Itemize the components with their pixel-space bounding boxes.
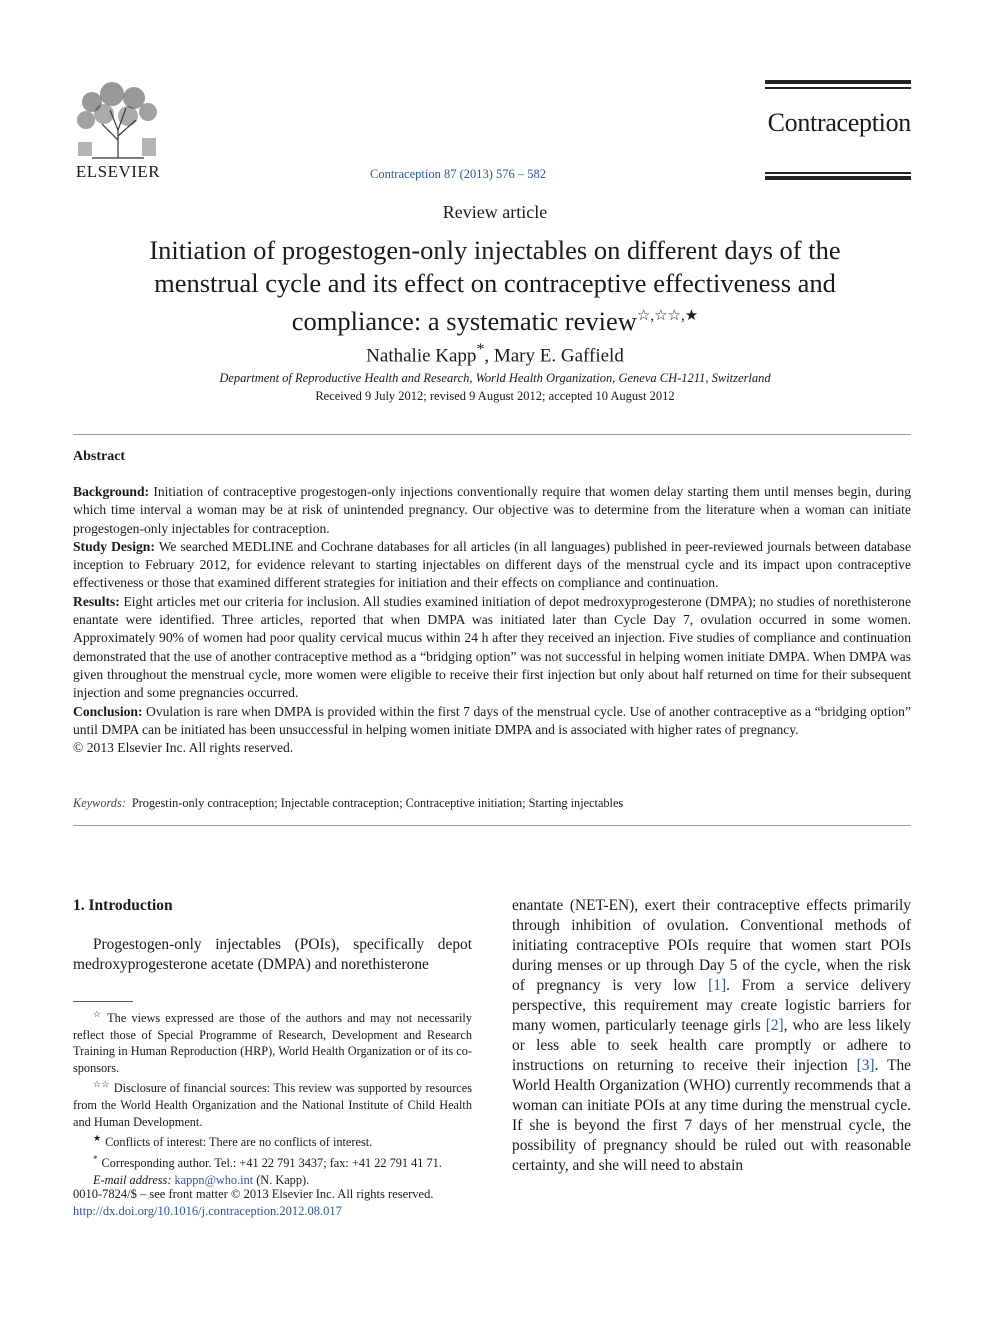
keywords-text: Progestin-only contraception; Injectable contraception; Contraceptive initiation; Starting injectables bbox=[131, 796, 624, 810]
footnote-2 bbox=[73, 1076, 472, 1130]
corresponding-author-mark[interactable]: * bbox=[476, 341, 485, 358]
ref-link-3[interactable]: [3] bbox=[856, 1057, 875, 1074]
divider-bottom bbox=[73, 825, 911, 826]
footnote-rule bbox=[73, 1001, 133, 1002]
results-label: Results: bbox=[73, 593, 120, 609]
footnote-1 bbox=[73, 1006, 472, 1076]
abstract-body bbox=[73, 483, 911, 757]
left-column bbox=[73, 935, 472, 975]
conclusion-label: Conclusion: bbox=[73, 703, 143, 719]
footnote-1-text: The views expressed are those of the authors and may not necessarily reflect those of Special Programme of Research, Development and Research Training in Human Reproduction (HRP), World Health Organization or of its co-sponsors. bbox=[73, 1011, 472, 1075]
publisher-name: ELSEVIER bbox=[75, 162, 161, 181]
intro-text-4: . The World Health Organization (WHO) currently recommends that a woman can initiate POIs at any time during the menstrual cycle. If she is beyond the first 7 days of her menstrual cycle, the possibility of pregnancy should be ruled out with reasonable certainty, and she will need to abstain bbox=[512, 1057, 911, 1174]
section-heading-introduction: 1. Introduction bbox=[73, 897, 173, 914]
author-list bbox=[0, 341, 990, 367]
abstract-results bbox=[73, 593, 911, 703]
intro-paragraph-start: Progestogen-only injectables (POIs), specifically depot medroxyprogesterone acetate (DMPA) and norethisterone bbox=[73, 936, 472, 973]
footnote-4-mark: * bbox=[93, 1154, 98, 1165]
journal-header-bar-bottom-thin bbox=[765, 172, 911, 174]
divider-top bbox=[73, 434, 911, 435]
intro-text-3: , who are less likely or less able to seek health care promptly or adhere to instructions on returning to receive their injection bbox=[512, 1017, 912, 1074]
abstract-heading: Abstract bbox=[73, 449, 126, 464]
footnote-1-mark: ☆ bbox=[93, 1009, 104, 1019]
journal-header-bar-bottom bbox=[765, 176, 911, 180]
ref-link-1[interactable]: [1] bbox=[708, 977, 727, 994]
abstract-copyright: © 2013 Elsevier Inc. All rights reserved. bbox=[73, 740, 294, 756]
journal-name: Contraception bbox=[767, 108, 911, 137]
email-suffix: (N. Kapp). bbox=[253, 1172, 310, 1187]
email-link[interactable]: kappn@who.int bbox=[174, 1172, 254, 1187]
article-title-text: Initiation of progestogen-only injectables on different days of the menstrual cycle and its effect on contraceptive effectiveness and compliance: a systematic review bbox=[149, 235, 841, 336]
background-label: Background: bbox=[73, 484, 150, 499]
affiliation: Department of Reproductive Health and Research, World Health Organization, Geneva CH-1211, Switzerland bbox=[219, 371, 771, 385]
front-matter bbox=[73, 1186, 493, 1219]
intro-paragraph-continued bbox=[512, 896, 911, 1176]
footnote-2-text: Disclosure of financial sources: This review was supported by resources from the World Health Organization and the National Institute of Child Health and Human Development. bbox=[73, 1081, 472, 1129]
journal-citation-link[interactable]: Contraception 87 (2013) 576 – 582 bbox=[370, 167, 547, 181]
email-label: E-mail address: bbox=[93, 1172, 172, 1187]
abstract-conclusion bbox=[73, 703, 911, 740]
footnote-4-text: Corresponding author. Tel.: +41 22 791 3437; fax: +41 22 791 41 71. bbox=[101, 1156, 442, 1171]
abstract-background bbox=[73, 483, 911, 538]
article-title bbox=[95, 234, 895, 338]
article-type: Review article bbox=[442, 202, 548, 222]
author-kapp: Nathalie Kapp bbox=[366, 345, 477, 367]
footnote-4 bbox=[73, 1151, 472, 1172]
footnote-3-text: Conflicts of interest: There are no conflicts of interest. bbox=[105, 1135, 373, 1150]
intro-text-1: enantate (NET-EN), exert their contraceptive effects primarily through inhibition of ovulation. Conventional methods of initiating contraceptive POIs require that women start POIs during menses or up through Day 5 of the cycle, when the risk of pregnancy is very low bbox=[512, 897, 911, 994]
journal-header-bar-top-thin bbox=[765, 87, 911, 89]
footnote-2-mark: ☆☆ bbox=[93, 1079, 110, 1090]
keywords bbox=[73, 796, 911, 811]
footnotes bbox=[73, 1006, 472, 1188]
abstract-study-design bbox=[73, 538, 911, 593]
title-footnote-marks[interactable]: ☆,☆☆,★ bbox=[636, 308, 699, 324]
journal-header-bar-top bbox=[765, 80, 911, 84]
background-text: Initiation of contraceptive progestogen-only injections conventionally require that women delay starting them until menses begin, during which time interval a woman may be at risk of unintended pregnancy. Our objective was to determine from the literature when a woman can initiate progestogen-only injectables for contraception. bbox=[73, 484, 911, 536]
keywords-label: Keywords: bbox=[73, 796, 126, 810]
intro-text-2: . From a service delivery perspective, this requirement may create logistic barriers for many women, particularly teenage girls bbox=[512, 977, 911, 1034]
design-text: We searched MEDLINE and Cochrane databases for all articles (in all languages) published in peer-reviewed journals between database inception to February 2012, for evidence relevant to starting injectables on different days of the menstrual cycle and its impact upon contraceptive effectiveness or those that examined different strategies for initiation and their effects on compliance and continuation. bbox=[73, 538, 911, 591]
doi-link[interactable]: http://dx.doi.org/10.1016/j.contraception.2012.08.017 bbox=[73, 1203, 342, 1218]
received-dates: Received 9 July 2012; revised 9 August 2012; accepted 10 August 2012 bbox=[315, 389, 675, 403]
right-column bbox=[512, 896, 911, 1176]
results-text: Eight articles met our criteria for inclusion. All studies examined initiation of depot medroxyprogesterone (DMPA); no studies of norethisterone enantate were identified. Three articles, reported that when DMPA was initiated later than Cycle Day 7, ovulation occurred in some women. Approximately 90% of women had poor quality cervical mucus within 24 h after they received an injection. Five studies of compliance and continuation demonstrated that the use of another contraceptive method as a “bridging option” was not successful in helping women initiate DMPA. When DMPA was given throughout the menstrual cycle, more women were eligible to receive their first injection but only about half returned on time for their subsequent injection and some pregnancies occurred. bbox=[73, 593, 911, 701]
ref-link-2[interactable]: [2] bbox=[765, 1017, 784, 1034]
conclusion-text: Ovulation is rare when DMPA is provided within the first 7 days of the menstrual cycle. Use of another contraceptive as a “bridging option” until DMPA can be initiated has been unsuccessful in helping women initiate DMPA and is associated with higher rates of pregnancy. bbox=[73, 703, 911, 737]
footnote-3 bbox=[73, 1130, 472, 1151]
author-gaffield: , Mary E. Gaffield bbox=[484, 345, 624, 367]
design-label: Study Design: bbox=[73, 538, 155, 554]
footnote-3-mark: ★ bbox=[93, 1133, 102, 1144]
issn-line: 0010-7824/$ – see front matter © 2013 Elsevier Inc. All rights reserved. bbox=[73, 1187, 434, 1201]
